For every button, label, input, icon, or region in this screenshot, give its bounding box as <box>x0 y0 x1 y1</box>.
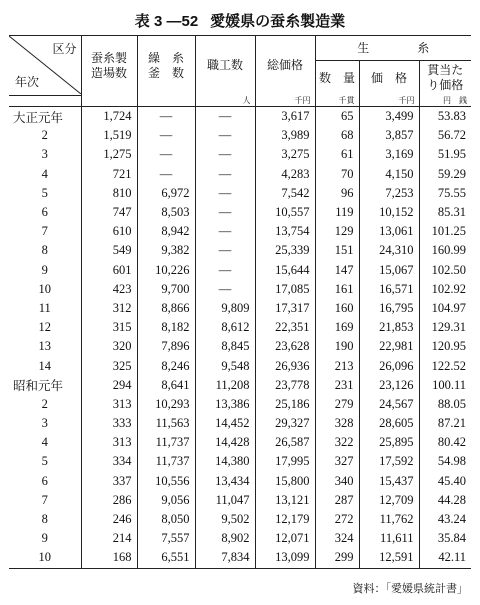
year-cell: 11 <box>38 300 51 315</box>
machines-cell: 10,293 <box>137 395 195 414</box>
quantity-cell: 213 <box>315 356 359 375</box>
machines-cell: — <box>137 107 195 127</box>
year-cell: 3 <box>41 147 48 162</box>
quantity-cell: 272 <box>315 510 359 529</box>
quantity-cell: 287 <box>315 491 359 510</box>
machines-cell: 8,182 <box>137 318 195 337</box>
header-silk-group: 生 糸 <box>315 36 471 61</box>
factories-cell: 320 <box>81 337 137 356</box>
total-value-cell: 23,778 <box>255 376 315 395</box>
table-row <box>9 337 471 356</box>
year-cell: 6 <box>41 205 48 220</box>
header-machines: 繰 糸 釜 数 <box>137 36 195 96</box>
price-cell: 11,611 <box>359 529 419 548</box>
workers-cell: 8,612 <box>195 318 255 337</box>
table-row <box>9 414 471 433</box>
machines-cell: 11,563 <box>137 414 195 433</box>
quantity-cell: 68 <box>315 126 359 145</box>
price-cell: 4,150 <box>359 165 419 184</box>
quantity-cell: 61 <box>315 145 359 164</box>
workers-cell: — <box>195 222 255 241</box>
machines-cell: 8,866 <box>137 299 195 318</box>
total-value-cell: 15,800 <box>255 472 315 491</box>
total-value-cell: 25,339 <box>255 241 315 260</box>
unit-price-cell: 88.05 <box>419 395 471 414</box>
header-unit-price: 貫当た り価格 <box>419 61 471 96</box>
quantity-cell: 151 <box>315 241 359 260</box>
workers-cell: 8,845 <box>195 337 255 356</box>
table-row <box>9 548 471 568</box>
machines-cell: — <box>137 165 195 184</box>
year-cell: 10 <box>38 281 51 296</box>
total-value-cell: 26,936 <box>255 356 315 375</box>
total-value-cell: 26,587 <box>255 433 315 452</box>
year-cell: 2 <box>41 128 48 143</box>
price-cell: 24,310 <box>359 241 419 260</box>
total-value-cell: 12,179 <box>255 510 315 529</box>
unit-price-cell: 104.97 <box>419 299 471 318</box>
unit-price-cell: 129.31 <box>419 318 471 337</box>
price-cell: 3,857 <box>359 126 419 145</box>
year-cell: 9 <box>41 531 48 546</box>
price-cell: 23,126 <box>359 376 419 395</box>
price-cell: 17,592 <box>359 452 419 471</box>
year-cell: 5 <box>41 454 48 469</box>
year-cell: 昭和元年 <box>13 379 64 394</box>
machines-cell: 9,056 <box>137 491 195 510</box>
corner-year-label: 年次 <box>15 75 40 90</box>
table-row <box>9 299 471 318</box>
price-cell: 28,605 <box>359 414 419 433</box>
factories-cell: 601 <box>81 261 137 280</box>
price-cell: 24,567 <box>359 395 419 414</box>
factories-cell: 747 <box>81 203 137 222</box>
unit-price-cell: 43.24 <box>419 510 471 529</box>
machines-cell: — <box>137 126 195 145</box>
workers-cell: — <box>195 203 255 222</box>
table-row <box>9 452 471 471</box>
table-row <box>9 318 471 337</box>
factories-cell: 1,275 <box>81 145 137 164</box>
header-total-value: 総価格 <box>255 36 315 96</box>
machines-cell: 10,226 <box>137 261 195 280</box>
workers-cell: 9,548 <box>195 356 255 375</box>
unit-price-cell: 85.31 <box>419 203 471 222</box>
total-value-cell: 3,275 <box>255 145 315 164</box>
factories-cell: 286 <box>81 491 137 510</box>
factories-cell: 312 <box>81 299 137 318</box>
unit-price-cell: 87.21 <box>419 414 471 433</box>
factories-cell: 721 <box>81 165 137 184</box>
table-row <box>9 491 471 510</box>
unit-workers: 人 <box>195 95 255 107</box>
machines-cell: 10,556 <box>137 472 195 491</box>
machines-cell: 9,700 <box>137 280 195 299</box>
workers-cell: 13,386 <box>195 395 255 414</box>
quantity-cell: 70 <box>315 165 359 184</box>
quantity-cell: 340 <box>315 472 359 491</box>
factories-cell: 294 <box>81 376 137 395</box>
year-cell: 8 <box>41 512 48 527</box>
workers-cell: 14,452 <box>195 414 255 433</box>
unit-price-cell: 160.99 <box>419 241 471 260</box>
price-cell: 7,253 <box>359 184 419 203</box>
header-factories: 蚕糸製 造場数 <box>81 36 137 96</box>
table-row <box>9 356 471 375</box>
header-workers: 職工数 <box>195 36 255 96</box>
total-value-cell: 17,317 <box>255 299 315 318</box>
price-cell: 3,499 <box>359 107 419 127</box>
total-value-cell: 15,644 <box>255 261 315 280</box>
quantity-cell: 96 <box>315 184 359 203</box>
workers-cell: 7,834 <box>195 548 255 568</box>
quantity-cell: 299 <box>315 548 359 568</box>
unit-total-value: 千円 <box>255 95 315 107</box>
workers-cell: 14,380 <box>195 452 255 471</box>
quantity-cell: 65 <box>315 107 359 127</box>
year-cell: 7 <box>41 492 48 507</box>
table-row <box>9 165 471 184</box>
workers-cell: 9,502 <box>195 510 255 529</box>
price-cell: 15,067 <box>359 261 419 280</box>
table-row <box>9 203 471 222</box>
total-value-cell: 12,071 <box>255 529 315 548</box>
workers-cell: 13,434 <box>195 472 255 491</box>
factories-cell: 168 <box>81 548 137 568</box>
factories-cell: 423 <box>81 280 137 299</box>
price-cell: 13,061 <box>359 222 419 241</box>
workers-cell: — <box>195 241 255 260</box>
unit-price-cell: 102.92 <box>419 280 471 299</box>
machines-cell: 8,050 <box>137 510 195 529</box>
year-cell: 大正元年 <box>13 110 64 125</box>
machines-cell: 6,972 <box>137 184 195 203</box>
total-value-cell: 10,557 <box>255 203 315 222</box>
total-value-cell: 17,995 <box>255 452 315 471</box>
factories-cell: 1,519 <box>81 126 137 145</box>
unit-price-cell: 100.11 <box>419 376 471 395</box>
quantity-cell: 147 <box>315 261 359 280</box>
workers-cell: — <box>195 107 255 127</box>
year-cell: 8 <box>41 243 48 258</box>
factories-cell: 246 <box>81 510 137 529</box>
machines-cell: 11,737 <box>137 452 195 471</box>
workers-cell: 9,809 <box>195 299 255 318</box>
price-cell: 12,591 <box>359 548 419 568</box>
unit-price-cell: 122.52 <box>419 356 471 375</box>
header-price: 価 格 <box>359 61 419 96</box>
corner-header <box>9 36 81 96</box>
year-cell: 4 <box>41 435 48 450</box>
price-cell: 21,853 <box>359 318 419 337</box>
machines-cell: 7,896 <box>137 337 195 356</box>
unit-price-cell: 35.84 <box>419 529 471 548</box>
table-row <box>9 395 471 414</box>
unit-price-cell: 56.72 <box>419 126 471 145</box>
unit-price-cell: 44.28 <box>419 491 471 510</box>
factories-cell: 313 <box>81 395 137 414</box>
price-cell: 26,096 <box>359 356 419 375</box>
machines-cell: 8,942 <box>137 222 195 241</box>
unit-price-cell: 51.95 <box>419 145 471 164</box>
quantity-cell: 169 <box>315 318 359 337</box>
total-value-cell: 13,099 <box>255 548 315 568</box>
unit-price-cell: 59.29 <box>419 165 471 184</box>
workers-cell: 8,902 <box>195 529 255 548</box>
workers-cell: — <box>195 145 255 164</box>
machines-cell: — <box>137 145 195 164</box>
factories-cell: 610 <box>81 222 137 241</box>
quantity-cell: 160 <box>315 299 359 318</box>
unit-price-cell: 101.25 <box>419 222 471 241</box>
machines-cell: 7,557 <box>137 529 195 548</box>
total-value-cell: 13,121 <box>255 491 315 510</box>
year-cell: 9 <box>41 262 48 277</box>
quantity-cell: 161 <box>315 280 359 299</box>
factories-cell: 1,724 <box>81 107 137 127</box>
factories-cell: 325 <box>81 356 137 375</box>
unit-price-cell: 42.11 <box>419 548 471 568</box>
table-row <box>9 280 471 299</box>
total-value-cell: 7,542 <box>255 184 315 203</box>
machines-cell: 9,382 <box>137 241 195 260</box>
year-cell: 3 <box>41 416 48 431</box>
workers-cell: 11,208 <box>195 376 255 395</box>
table-row <box>9 472 471 491</box>
price-cell: 10,152 <box>359 203 419 222</box>
table-title <box>0 10 480 31</box>
factories-cell: 549 <box>81 241 137 260</box>
table-row <box>9 107 471 127</box>
price-cell: 12,709 <box>359 491 419 510</box>
machines-cell: 11,737 <box>137 433 195 452</box>
quantity-cell: 328 <box>315 414 359 433</box>
total-value-cell: 13,754 <box>255 222 315 241</box>
unit-unit-price: 円 銭 <box>419 95 471 107</box>
factories-cell: 214 <box>81 529 137 548</box>
quantity-cell: 324 <box>315 529 359 548</box>
source-note: 資料：「愛媛県統計書」 <box>352 582 468 595</box>
year-cell: 7 <box>41 224 48 239</box>
quantity-cell: 129 <box>315 222 359 241</box>
workers-cell: 11,047 <box>195 491 255 510</box>
quantity-cell: 279 <box>315 395 359 414</box>
quantity-cell: 119 <box>315 203 359 222</box>
unit-price-cell: 53.83 <box>419 107 471 127</box>
machines-cell: 8,503 <box>137 203 195 222</box>
header-quantity: 数 量 <box>315 61 359 96</box>
total-value-cell: 25,186 <box>255 395 315 414</box>
unit-price-cell: 45.40 <box>419 472 471 491</box>
price-cell: 22,981 <box>359 337 419 356</box>
table-row <box>9 261 471 280</box>
table-body <box>9 107 471 569</box>
total-value-cell: 4,283 <box>255 165 315 184</box>
year-cell: 6 <box>41 473 48 488</box>
table-row <box>9 184 471 203</box>
year-cell: 2 <box>41 396 48 411</box>
price-cell: 16,795 <box>359 299 419 318</box>
machines-cell: 8,641 <box>137 376 195 395</box>
silk-industry-table <box>9 35 471 569</box>
year-cell: 4 <box>41 166 48 181</box>
workers-cell: — <box>195 184 255 203</box>
table-row <box>9 529 471 548</box>
factories-cell: 333 <box>81 414 137 433</box>
table-row <box>9 376 471 395</box>
table-row <box>9 241 471 260</box>
factories-cell: 315 <box>81 318 137 337</box>
price-cell: 16,571 <box>359 280 419 299</box>
total-value-cell: 23,628 <box>255 337 315 356</box>
quantity-cell: 190 <box>315 337 359 356</box>
table-title-text: 愛媛県の蚕糸製造業 <box>210 12 346 30</box>
year-cell: 5 <box>41 185 48 200</box>
workers-cell: — <box>195 126 255 145</box>
quantity-cell: 322 <box>315 433 359 452</box>
price-cell: 11,762 <box>359 510 419 529</box>
quantity-cell: 231 <box>315 376 359 395</box>
workers-cell: — <box>195 280 255 299</box>
table-row <box>9 126 471 145</box>
table-row <box>9 433 471 452</box>
workers-cell: — <box>195 261 255 280</box>
unit-price-cell: 80.42 <box>419 433 471 452</box>
price-cell: 15,437 <box>359 472 419 491</box>
year-cell: 13 <box>38 339 51 354</box>
table-number: 表 3 —52 <box>134 13 199 30</box>
unit-price: 千円 <box>359 95 419 107</box>
quantity-cell: 327 <box>315 452 359 471</box>
unit-price-cell: 120.95 <box>419 337 471 356</box>
table-row <box>9 145 471 164</box>
unit-price-cell: 102.50 <box>419 261 471 280</box>
price-cell: 3,169 <box>359 145 419 164</box>
corner-category-label: 区分 <box>52 42 77 57</box>
year-cell: 10 <box>9 548 81 568</box>
unit-price-cell: 54.98 <box>419 452 471 471</box>
total-value-cell: 3,989 <box>255 126 315 145</box>
factories-cell: 334 <box>81 452 137 471</box>
total-value-cell: 3,617 <box>255 107 315 127</box>
total-value-cell: 22,351 <box>255 318 315 337</box>
workers-cell: — <box>195 165 255 184</box>
unit-quantity: 千貫 <box>315 95 359 107</box>
year-cell: 12 <box>38 320 51 335</box>
table-row <box>9 510 471 529</box>
total-value-cell: 17,085 <box>255 280 315 299</box>
price-cell: 25,895 <box>359 433 419 452</box>
factories-cell: 313 <box>81 433 137 452</box>
total-value-cell: 29,327 <box>255 414 315 433</box>
factories-cell: 337 <box>81 472 137 491</box>
table-row <box>9 222 471 241</box>
machines-cell: 6,551 <box>137 548 195 568</box>
machines-cell: 8,246 <box>137 356 195 375</box>
factories-cell: 810 <box>81 184 137 203</box>
year-cell: 14 <box>38 358 51 373</box>
unit-price-cell: 75.55 <box>419 184 471 203</box>
workers-cell: 14,428 <box>195 433 255 452</box>
